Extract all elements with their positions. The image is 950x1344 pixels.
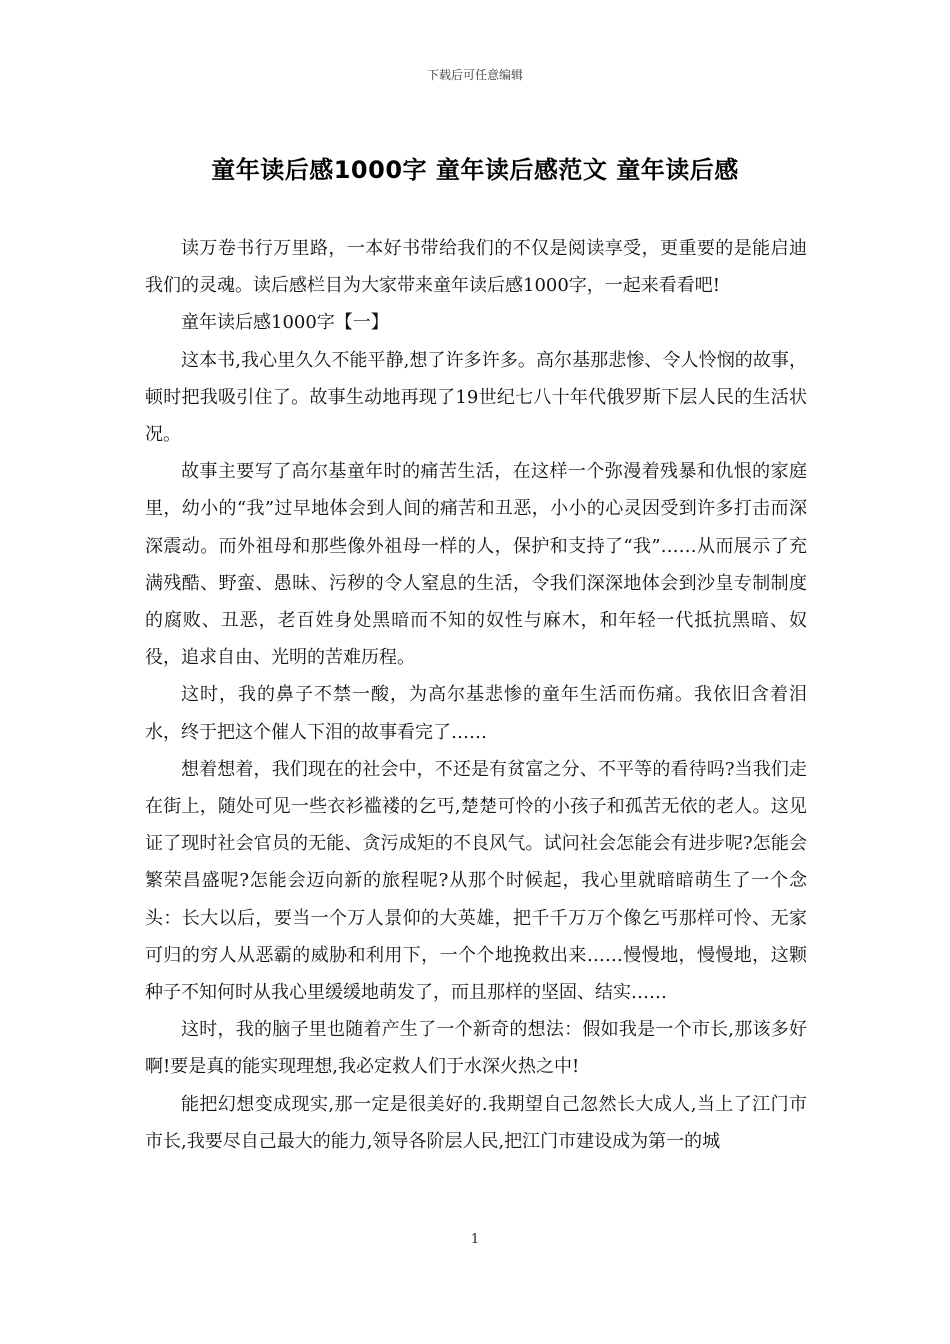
page-number: 1 — [470, 1232, 480, 1247]
header-note: 下载后可任意编辑 — [426, 68, 523, 82]
paragraph: 想着想着，我们现在的社会中，不还是有贫富之分、不平等的看待吗?当我们走在街上，随处可见一些衣衫褴褛的乞丐,楚楚可怜的小孩子和孤苦无依的老人。这见证了现时社会官员的无能、贪污成矩的不良风气。试问社会怎能会有进步呢?怎能会繁荣昌盛呢?怎能会迈向新的旅程呢?从那个时候起，我心里就暗暗萌生了一个念头：长大以后，要当一个万人景仰的大英雄，把千千万万个像乞丐那样可怜、无家可归的穷人从恶霸的威胁和利用下，一个个地挽救出来……慢慢地，慢慢地，这颗种子不知何时从我心里缓缓地萌发了，而且那样的坚固、结实…… — [145, 758, 807, 1004]
paragraph: 这本书,我心里久久不能平静,想了许多许多。高尔基那悲惨、令人怜悯的故事，顿时把我吸引住了。故事生动地再现了19世纪七八十年代俄罗斯下层人民的生活状况。 — [145, 349, 807, 446]
document-body — [145, 230, 807, 1160]
paragraph: 这时，我的鼻子不禁一酸，为高尔基悲惨的童年生活而伤痛。我依旧含着泪水，终于把这个催人下泪的故事看完了…… — [145, 684, 807, 743]
document-title: 童年读后感1000字 童年读后感范文 童年读后感 — [211, 156, 739, 184]
paragraph: 这时，我的脑子里也随着产生了一个新奇的想法：假如我是一个市长,那该多好啊!要是真的能实现理想,我必定救人们于水深火热之中! — [145, 1019, 807, 1078]
paragraph-intro: 读万卷书行万里路，一本好书带给我们的不仅是阅读享受，更重要的是能启迪我们的灵魂。读后感栏目为大家带来童年读后感1000字，一起来看看吧! — [145, 238, 807, 297]
section-heading: 童年读后感1000字【一】 — [181, 312, 389, 334]
paragraph: 能把幻想变成现实,那一定是很美好的.我期望自己忽然长大成人,当上了江门市市长,我要尽自己最大的能力,领导各阶层人民,把江门市建设成为第一的城 — [145, 1093, 807, 1152]
paragraph: 故事主要写了高尔基童年时的痛苦生活，在这样一个弥漫着残暴和仇恨的家庭里，幼小的“我”过早地体会到人间的痛苦和丑恶，小小的心灵因受到许多打击而深深震动。而外祖母和那些像外祖母一样的人，保护和支持了“我”……从而展示了充满残酷、野蛮、愚昧、污秽的令人窒息的生活，令我们深深地体会到沙皇专制制度的腐败、丑恶，老百姓身处黑暗而不知的奴性与麻木，和年轻一代抵抗黑暗、奴役，追求自由、光明的苦难历程。 — [145, 461, 807, 669]
